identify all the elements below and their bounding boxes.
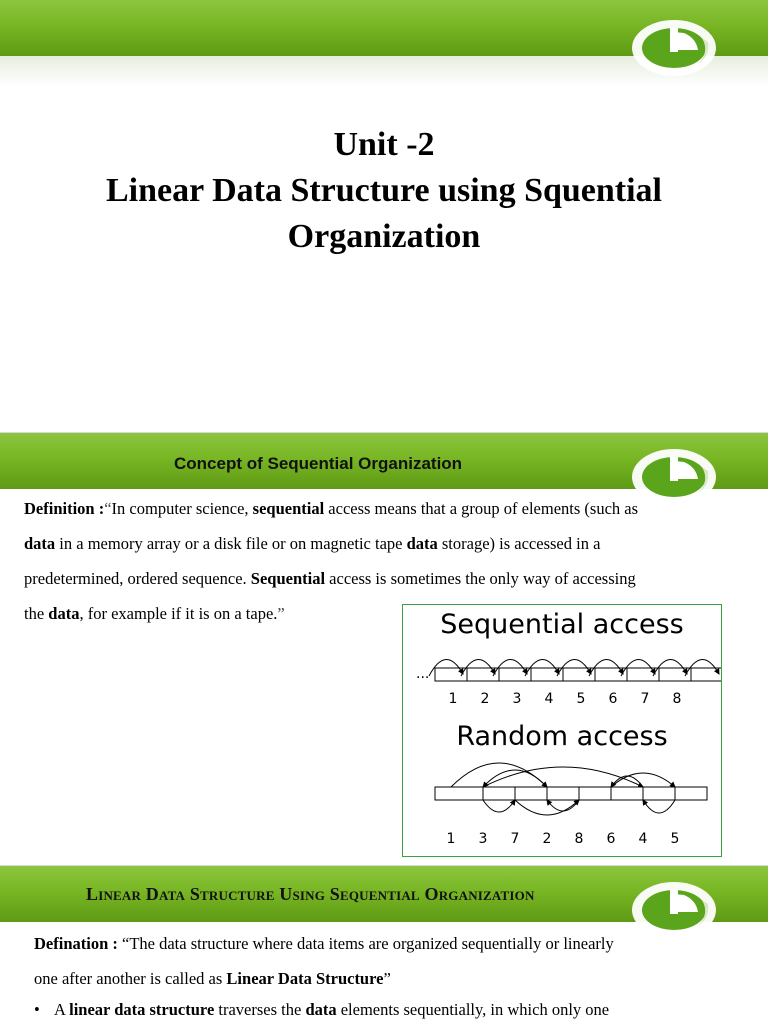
random-index-label: 8 (574, 831, 584, 847)
text-run: elements sequentially, in which only one (336, 1000, 610, 1019)
text-run: one after another is called as (34, 969, 227, 988)
sequential-index-label: 5 (576, 691, 586, 707)
access-diagram-svg (403, 605, 721, 856)
random-arrow (611, 773, 675, 787)
linear-structure-slide (0, 866, 768, 1024)
paragraph-line (24, 526, 752, 561)
definition-label: Definition : (24, 499, 105, 518)
close-quote: ” (277, 604, 285, 623)
random-arrow (547, 800, 579, 811)
random-arrow (483, 767, 643, 787)
sequential-index-label: 1 (448, 691, 458, 707)
bold-term: Sequential (250, 569, 326, 588)
title-line-1: Unit -2 (333, 126, 435, 163)
text-run: the (24, 604, 49, 623)
ellipsis-left: ... (416, 666, 430, 682)
random-index-label: 2 (542, 831, 552, 847)
text-run: “The data structure where data items are organized sequentially or linearly (117, 934, 614, 953)
paragraph-line (24, 561, 752, 596)
bold-term: Linear Data Structure (226, 969, 384, 988)
section-heading: Concept of Sequential Organization (174, 454, 463, 473)
title-line-3: Organization (287, 218, 481, 255)
text-run: access is sometimes the only way of accessing (325, 569, 636, 588)
random-index-label: 5 (670, 831, 680, 847)
definition-paragraph (34, 926, 744, 996)
bold-term: linear data structure (69, 1000, 215, 1019)
random-arrow (643, 800, 675, 813)
sequential-index-label: 3 (512, 691, 522, 707)
text-run: access means that a group of elements (such as (324, 499, 639, 518)
text-run: , for example if it is on a tape. (79, 604, 278, 623)
close-quote: ” (383, 969, 391, 988)
random-access-title: Random access (456, 721, 668, 752)
random-arrow (483, 800, 515, 812)
concept-slide (0, 433, 768, 865)
section-heading: Linear Data Structure Using Sequential Organization (86, 884, 535, 904)
title-slide (0, 0, 768, 432)
paragraph-line (24, 491, 752, 526)
sequential-access-title: Sequential access (440, 609, 684, 640)
random-index-label: 3 (478, 831, 488, 847)
open-quote: “ (104, 499, 112, 518)
bold-term: data (406, 534, 438, 553)
bold-term: sequential (252, 499, 325, 518)
text-run: In computer science, (111, 499, 253, 518)
bold-term: data (24, 534, 56, 553)
logo-icon (624, 12, 734, 86)
definition-label: Defination : (34, 934, 118, 953)
text-run: traverses the (214, 1000, 306, 1019)
random-index-label: 1 (446, 831, 456, 847)
random-arrow (611, 776, 643, 787)
access-diagram (402, 604, 722, 857)
title-line-2: Linear Data Structure using Squential (105, 172, 663, 209)
sequential-index-label: 4 (544, 691, 554, 707)
sequential-cell-strip (435, 668, 721, 681)
sequential-index-label: 7 (640, 691, 650, 707)
sequential-index-label: 8 (672, 691, 682, 707)
paragraph-line (34, 926, 744, 961)
random-arrow (483, 770, 547, 787)
bold-term: data (305, 1000, 337, 1019)
bold-term: data (48, 604, 80, 623)
slide-title (0, 122, 768, 260)
sequential-strip (429, 659, 721, 707)
text-run: A (54, 1000, 70, 1019)
sequential-index-label: 6 (608, 691, 618, 707)
random-index-label: 7 (510, 831, 520, 847)
random-arrow (515, 800, 579, 815)
text-run: in a memory array or a disk file or on magnetic tape (55, 534, 407, 553)
random-index-label: 6 (606, 831, 616, 847)
bullet-item (34, 1000, 744, 1020)
random-strip (435, 763, 707, 847)
random-index-label: 4 (638, 831, 648, 847)
random-cell-strip (435, 787, 707, 800)
text-run: predetermined, ordered sequence. (24, 569, 251, 588)
text-run: storage) is accessed in a (437, 534, 601, 553)
bullet-symbol: • (34, 1000, 40, 1019)
sequential-index-label: 2 (480, 691, 490, 707)
paragraph-line (34, 961, 744, 996)
